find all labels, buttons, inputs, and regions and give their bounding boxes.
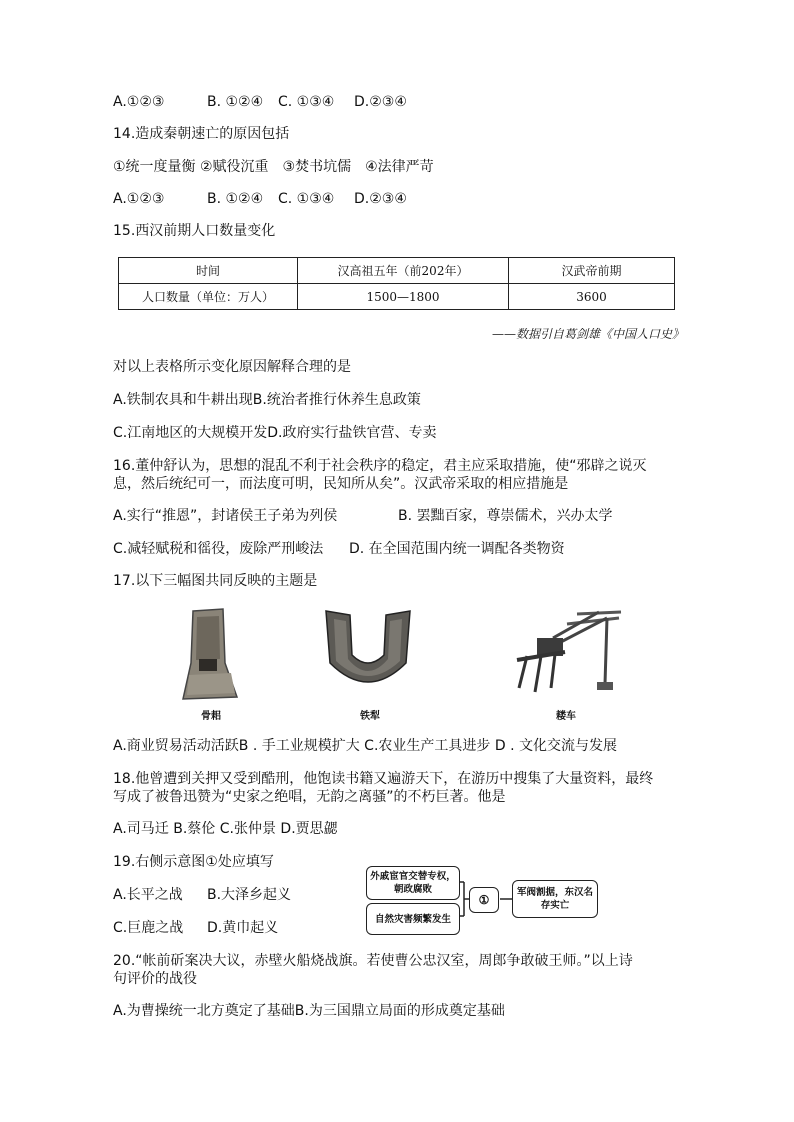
q14-option-c: C. ①③④	[278, 191, 335, 207]
q15-options-cd	[113, 424, 436, 442]
table-source: ——数据引自葛剑雄《中国人口史》	[491, 327, 684, 341]
q13-option-d: D.②③④	[354, 94, 407, 110]
iron-plow-image	[322, 605, 414, 695]
q18-options: A.司马迁 B.蔡伦 C.张仲景 D.贾思勰	[113, 821, 338, 837]
q15-option-c: C.江南地区的大规模开发	[113, 425, 268, 441]
q14-options	[113, 190, 407, 208]
table-cell: 3600	[509, 284, 675, 310]
q16-stem-line2: 息，然后统纪可一，而法度可明，民知所从矣”。汉武帝采取的相应措施是	[113, 476, 569, 492]
q16-option-b: B. 罢黜百家，尊崇儒术，兴办太学	[398, 508, 613, 524]
diagram-cause-box-1: 外戚宦官交替专权，朝政腐败	[366, 866, 460, 900]
q16-options-ab	[113, 507, 613, 525]
q19-options-cd	[113, 919, 278, 937]
q16-option-a: A.实行“推恩”，封诸侯王子弟为列侯	[113, 508, 338, 524]
q20-options-ab: A.为曹操统一北方奠定了基础B.为三国鼎立局面的形成奠定基础	[113, 1003, 505, 1019]
table-header-cell: 时间	[119, 258, 298, 284]
table-cell: 1500—1800	[298, 284, 509, 310]
table-header-cell: 汉武帝前期	[509, 258, 675, 284]
q20-stem-line1: 20.“帐前斫案决大议，赤壁火船烧战旗。若使曹公忠汉室，周郎争敢破王师。”以上诗	[113, 953, 633, 969]
diagram-cause-box-2: 自然灾害频繁发生	[366, 903, 460, 935]
q13-options	[113, 93, 407, 111]
seed-drill-image	[507, 608, 631, 698]
caption-seed-drill: 耧车	[556, 711, 576, 722]
q14-option-a: A.①②③	[113, 191, 165, 207]
diagram-result-box: 军阀割据，东汉名存实亡	[512, 880, 598, 918]
q13-option-b: B. ①②④	[207, 94, 264, 110]
q14-items: ①统一度量衡 ②赋役沉重 ③焚书坑儒 ④法律严苛	[113, 159, 434, 175]
q15-question: 对以上表格所示变化原因解释合理的是	[113, 359, 351, 375]
population-table	[118, 257, 675, 310]
q18-stem-line1: 18.他曾遭到关押又受到酷刑，他饱读书籍又遍游天下，在游历中搜集了大量资料，最终	[113, 771, 654, 787]
caption-iron-plow: 铁犁	[360, 711, 380, 722]
table-row	[119, 284, 675, 310]
q16-option-d: D. 在全国范围内统一调配各类物资	[349, 541, 565, 557]
q15-stem: 15.西汉前期人口数量变化	[113, 223, 276, 239]
q17-stem: 17.以下三幅图共同反映的主题是	[113, 573, 318, 589]
q20-stem-line2: 句评价的战役	[113, 971, 197, 987]
q16-options-cd	[113, 540, 565, 558]
q17-options: A.商业贸易活动活跃B . 手工业规模扩大 C.农业生产工具进步 D . 文化交流与发展	[113, 738, 617, 754]
q19-option-b: B.大泽乡起义	[207, 887, 292, 903]
q14-option-b: B. ①②④	[207, 191, 264, 207]
q19-option-c: C.巨鹿之战	[113, 920, 184, 936]
q19-option-d: D.黄巾起义	[207, 920, 279, 936]
q19-options-ab	[113, 886, 291, 904]
q14-option-d: D.②③④	[354, 191, 407, 207]
q16-option-c: C.减轻赋税和徭役，废除严刑峻法	[113, 541, 324, 557]
q15-option-a: A.铁制农具和牛耕出现	[113, 392, 253, 408]
q15-options-ab	[113, 391, 421, 409]
table-header-row	[119, 258, 675, 284]
bone-spade-image	[175, 605, 245, 703]
q13-option-c: C. ①③④	[278, 94, 335, 110]
caption-bone-spade: 骨耜	[201, 711, 221, 722]
q15-option-d: D.政府实行盐铁官营、专卖	[267, 425, 437, 441]
table-header-cell: 汉高祖五年（前202年）	[298, 258, 509, 284]
q16-stem-line1: 16.董仲舒认为，思想的混乱不利于社会秩序的稳定，君主应采取措施，使“邪辟之说灭	[113, 458, 647, 474]
q15-option-b: B.统治者推行休养生息政策	[252, 392, 421, 408]
diagram-blank-box: ①	[469, 887, 499, 913]
q19-option-a: A.长平之战	[113, 887, 183, 903]
q18-stem-line2: 写成了被鲁迅赞为“史家之绝唱，无韵之离骚”的不朽巨著。他是	[113, 789, 506, 805]
q14-stem: 14.造成秦朝速亡的原因包括	[113, 126, 290, 142]
table-cell: 人口数量（单位：万人）	[119, 284, 298, 310]
q19-stem: 19.右侧示意图①处应填写	[113, 854, 274, 870]
q13-option-a: A.①②③	[113, 94, 165, 110]
